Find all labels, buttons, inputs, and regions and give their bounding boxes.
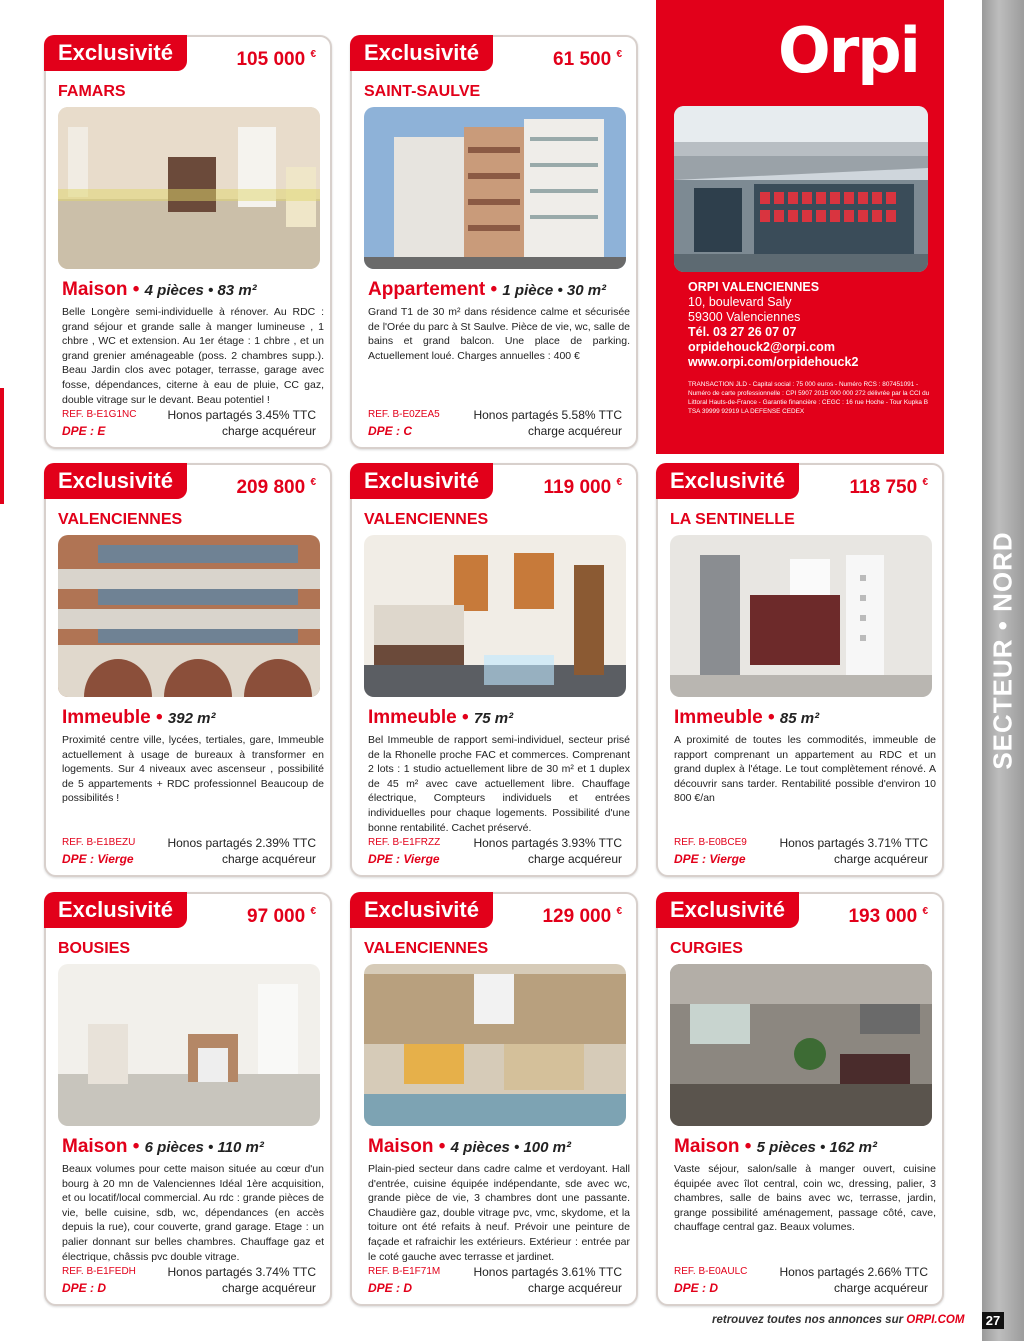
listing-city: BOUSIES [58,940,131,957]
currency-symbol: € [616,477,622,488]
energy-rating: DPE : D [368,1281,413,1295]
listing-price [236,49,316,71]
listing-card[interactable] [350,892,638,1306]
listing-title: Maison • 6 pièces • 110 m² [62,1136,264,1157]
listing-city: VALENCIENNES [58,511,183,528]
listing-card[interactable] [44,892,332,1306]
fees-payer: charge acquéreur [527,1281,622,1295]
energy-rating: DPE : Vierge [368,852,440,866]
listing-reference: REF. B-E1FEDH [62,1266,136,1277]
listing-description: Plain-pied secteur dans cadre calme et verdoyant. Hall d'entrée, cuisine équipée indépendante, sde avec wc, grande pièce de vie, 3 chambres dont une passante. Chaudière gaz, double vitrage pvc, vmc, skydome, et la toiture ont été refaits à neuf. Prévoir une peinture de façade et rafraichir les extérieurs. Extérieur : entrée par le coté gauche avec terrasse et jardinet. [368,1163,630,1263]
currency-symbol: € [922,906,928,917]
listing-city: FAMARS [58,83,126,100]
agency-website[interactable]: www.orpi.com/orpidehouck2 [688,355,859,369]
property-details: 5 pièces • 162 m² [756,1139,877,1156]
property-details: 4 pièces • 83 m² [144,282,257,299]
left-accent-bar [0,388,4,504]
listing-price [247,906,316,928]
footer-text: retrouvez toutes nos annonces sur [712,1314,904,1326]
exclusivity-badge: Exclusivité [350,463,493,499]
agency-fees: Honos partagés 3.61% TTC [473,1265,622,1279]
agency-email[interactable]: orpidehouck2@orpi.com [688,340,835,354]
listing-title: Immeuble • 75 m² [368,707,514,728]
listing-card[interactable] [656,463,944,877]
price-value: 209 800 [236,477,306,498]
agency-address-line1: 10, boulevard Saly [688,295,792,309]
agency-phone[interactable]: Tél. 03 27 26 07 07 [688,325,797,339]
energy-rating: DPE : Vierge [674,852,746,866]
agency-contact [688,280,858,370]
listing-description: Beaux volumes pour cette maison située au cœur d'un bourg à 20 mn de Valenciennes Idéal 1ère acquisition, et ou locatif/local commercial. Au rdc : grande pièces de vie, belle cuisine, sdb, wc, dépendances (en accès depuis la rue), cour couverte, grand garage. Etage : un palier donnant sur belles chambres. Chauffage gaz et électrique, châssis pvc double vitrage. [62,1163,324,1263]
fees-payer: charge acquéreur [527,424,622,438]
listing-reference: REF. B-E0ZEA5 [368,409,440,420]
page-number: 27 [982,1312,1004,1329]
price-value: 118 750 [849,477,918,498]
property-details: 75 m² [473,710,514,727]
listing-city: VALENCIENNES [364,511,489,528]
sector-text: SECTEUR • NORD [987,530,1018,770]
agency-fees: Honos partagés 5.58% TTC [473,408,622,422]
listing-price [542,906,622,928]
agency-storefront-photo [674,106,928,272]
listing-reference: REF. B-E0BCE9 [674,837,747,848]
fees-payer: charge acquéreur [221,852,316,866]
listing-title: Maison • 5 pièces • 162 m² [674,1136,877,1157]
property-type: Maison [674,1136,740,1157]
property-details: 1 pièce • 30 m² [502,282,607,299]
listing-title: Immeuble • 392 m² [62,707,216,728]
fees-payer: charge acquéreur [221,1281,316,1295]
listing-description: A proximité de toutes les commodités, immeuble de rapport comprenant un appartement au RDC et un grand duplex à l'étage. Le tout complètement rénové. A découvrir sans tarder. Rentabilité possible d'environ 10 800 €/an [674,734,936,805]
exclusivity-badge: Exclusivité [350,892,493,928]
property-details: 85 m² [779,710,820,727]
fees-payer: charge acquéreur [833,1281,928,1295]
agency-fees: Honos partagés 2.66% TTC [779,1265,928,1279]
listing-photo[interactable] [58,107,320,269]
price-value: 119 000 [543,477,612,498]
agency-fees: Honos partagés 3.74% TTC [167,1265,316,1279]
exclusivity-badge: Exclusivité [350,35,493,71]
listing-photo[interactable] [670,535,932,697]
property-type: Immeuble [62,707,151,728]
listing-title: Maison • 4 pièces • 100 m² [368,1136,571,1157]
exclusivity-badge: Exclusivité [656,892,799,928]
property-details: 392 m² [167,710,216,727]
listing-description: Belle Longère semi-individuelle à rénover. Au RDC : grand séjour et grande salle à manger lumineuse , 1 chbre , WC et extension. Au 1er étage : 1 chbre , et un grand grenier aménageable (poss. 2 chambres supp.). Beau Jardin clos avec potager, terrasse, garage avec fosse, dépendances, citerne à eau de pluie, CC gaz, double vitrage sur le devant. Beau potentiel ! [62,306,324,406]
agency-fees: Honos partagés 3.45% TTC [167,408,316,422]
listing-reference: REF. B-E0AULC [674,1266,748,1277]
listing-price [850,477,928,499]
exclusivity-badge: Exclusivité [44,463,187,499]
currency-symbol: € [310,49,316,60]
agency-fees: Honos partagés 3.71% TTC [779,836,928,850]
energy-rating: DPE : E [62,424,106,438]
energy-rating: DPE : Vierge [62,852,134,866]
listing-title: Maison • 4 pièces • 83 m² [62,279,257,300]
property-type: Maison [62,1136,128,1157]
listing-title: Immeuble • 85 m² [674,707,820,728]
listing-price [236,477,316,499]
price-value: 105 000 [236,49,306,70]
property-details: 6 pièces • 110 m² [144,1139,264,1156]
agency-address-line2: 59300 Valenciennes [688,310,801,324]
footer-note [712,1314,964,1326]
price-value: 129 000 [542,906,612,927]
listing-title: Appartement • 1 pièce • 30 m² [368,279,607,300]
listing-reference: REF. B-E1F71M [368,1266,441,1277]
listing-photo[interactable] [58,535,320,697]
property-type: Immeuble [674,707,763,728]
currency-symbol: € [922,477,928,488]
listing-card[interactable] [44,463,332,877]
listing-description: Bel Immeuble de rapport semi-individuel, secteur prisé de la Rhonelle proche FAC et commerces. Comprenant 2 lots : 1 studio actuellement libre de 30 m² et 1 duplex de 45 m² avec cave actuellement libre. Chauffage électrique, Compteurs individuels et entrées individuelles pour chaque logements. Possibilité d'une bonne rentabilité. Cachet préservé. [368,734,630,834]
property-type: Maison [368,1136,434,1157]
orpi-logo: Orpi [778,14,919,87]
listing-card[interactable] [656,892,944,1306]
listing-city: VALENCIENNES [364,940,489,957]
property-type: Maison [62,279,128,300]
listing-photo[interactable] [364,535,626,697]
exclusivity-badge: Exclusivité [44,35,187,71]
exclusivity-badge: Exclusivité [656,463,799,499]
currency-symbol: € [310,906,316,917]
currency-symbol: € [310,477,316,488]
listing-description: Proximité centre ville, lycées, tertiales, gare, Immeuble actuellement à usage de bureaux à transformer en logements. Sur 4 niveaux avec ascenseur , possibilité de 5 appartements + RDC professionnel Beaucoup de possibilités ! [62,734,324,805]
listing-price [553,49,622,71]
currency-symbol: € [616,49,622,60]
exclusivity-badge: Exclusivité [44,892,187,928]
listing-photo[interactable] [670,964,932,1126]
listing-city: SAINT-SAULVE [364,83,481,100]
energy-rating: DPE : C [368,424,413,438]
listing-description: Grand T1 de 30 m² dans résidence calme et sécurisée de l'Orée du parc à St Saulve. Pièce de vie, wc, salle de bains et grand balcon. Une place de parking. Actuellement loué. Charges annuelles : 400 € [368,306,630,362]
listing-city: CURGIES [670,940,743,957]
fees-payer: charge acquéreur [221,424,316,438]
price-value: 193 000 [848,906,918,927]
listing-photo[interactable] [58,964,320,1126]
listing-card[interactable] [350,35,638,449]
agency-fees: Honos partagés 3.93% TTC [473,836,622,850]
energy-rating: DPE : D [62,1281,107,1295]
price-value: 61 500 [553,49,612,70]
fees-payer: charge acquéreur [527,852,622,866]
property-type: Immeuble [368,707,457,728]
listing-description: Vaste séjour, salon/salle à manger ouvert, cuisine équipée avec îlot central, coin wc, dressing, palier, 3 chambres, salle de bains avec wc, terrasse, jardin, grange possibilité aménagement, passage côté, cave, chauffage central gaz. Beaux volumes. [674,1163,936,1234]
sector-label [986,530,1020,770]
agency-name: ORPI VALENCIENNES [688,280,820,294]
fees-payer: charge acquéreur [833,852,928,866]
footer-site-link[interactable]: ORPI.COM [906,1314,965,1326]
listing-city: LA SENTINELLE [670,511,795,528]
agency-legal-text: TRANSACTION JLD - Capital social : 75 000 euros - Numéro RCS : 807451091 - Numéro de carte professionnelle : CPI 5907 2015 000 000 272 délivrée par la CCI du Littoral Hauts-de-France - Garantie financière : CEGC : 16 rue Hoche - Tour Kupka B TSA 39999 92919 LA DEFENSE CEDEX [688,381,930,415]
agency-fees: Honos partagés 2.39% TTC [167,836,316,850]
agency-panel [656,0,944,454]
listing-photo[interactable] [364,964,626,1126]
currency-symbol: € [616,906,622,917]
listing-price [544,477,622,499]
listing-price [848,906,928,928]
price-value: 97 000 [247,906,306,927]
property-details: 4 pièces • 100 m² [450,1139,571,1156]
listing-card[interactable] [350,463,638,877]
energy-rating: DPE : D [674,1281,719,1295]
listing-reference: REF. B-E1BEZU [62,837,136,848]
listing-reference: REF. B-E1G1NC [62,409,137,420]
listing-photo[interactable] [364,107,626,269]
listing-card[interactable] [44,35,332,449]
listing-reference: REF. B-E1FRZZ [368,837,441,848]
property-type: Appartement [368,279,486,300]
